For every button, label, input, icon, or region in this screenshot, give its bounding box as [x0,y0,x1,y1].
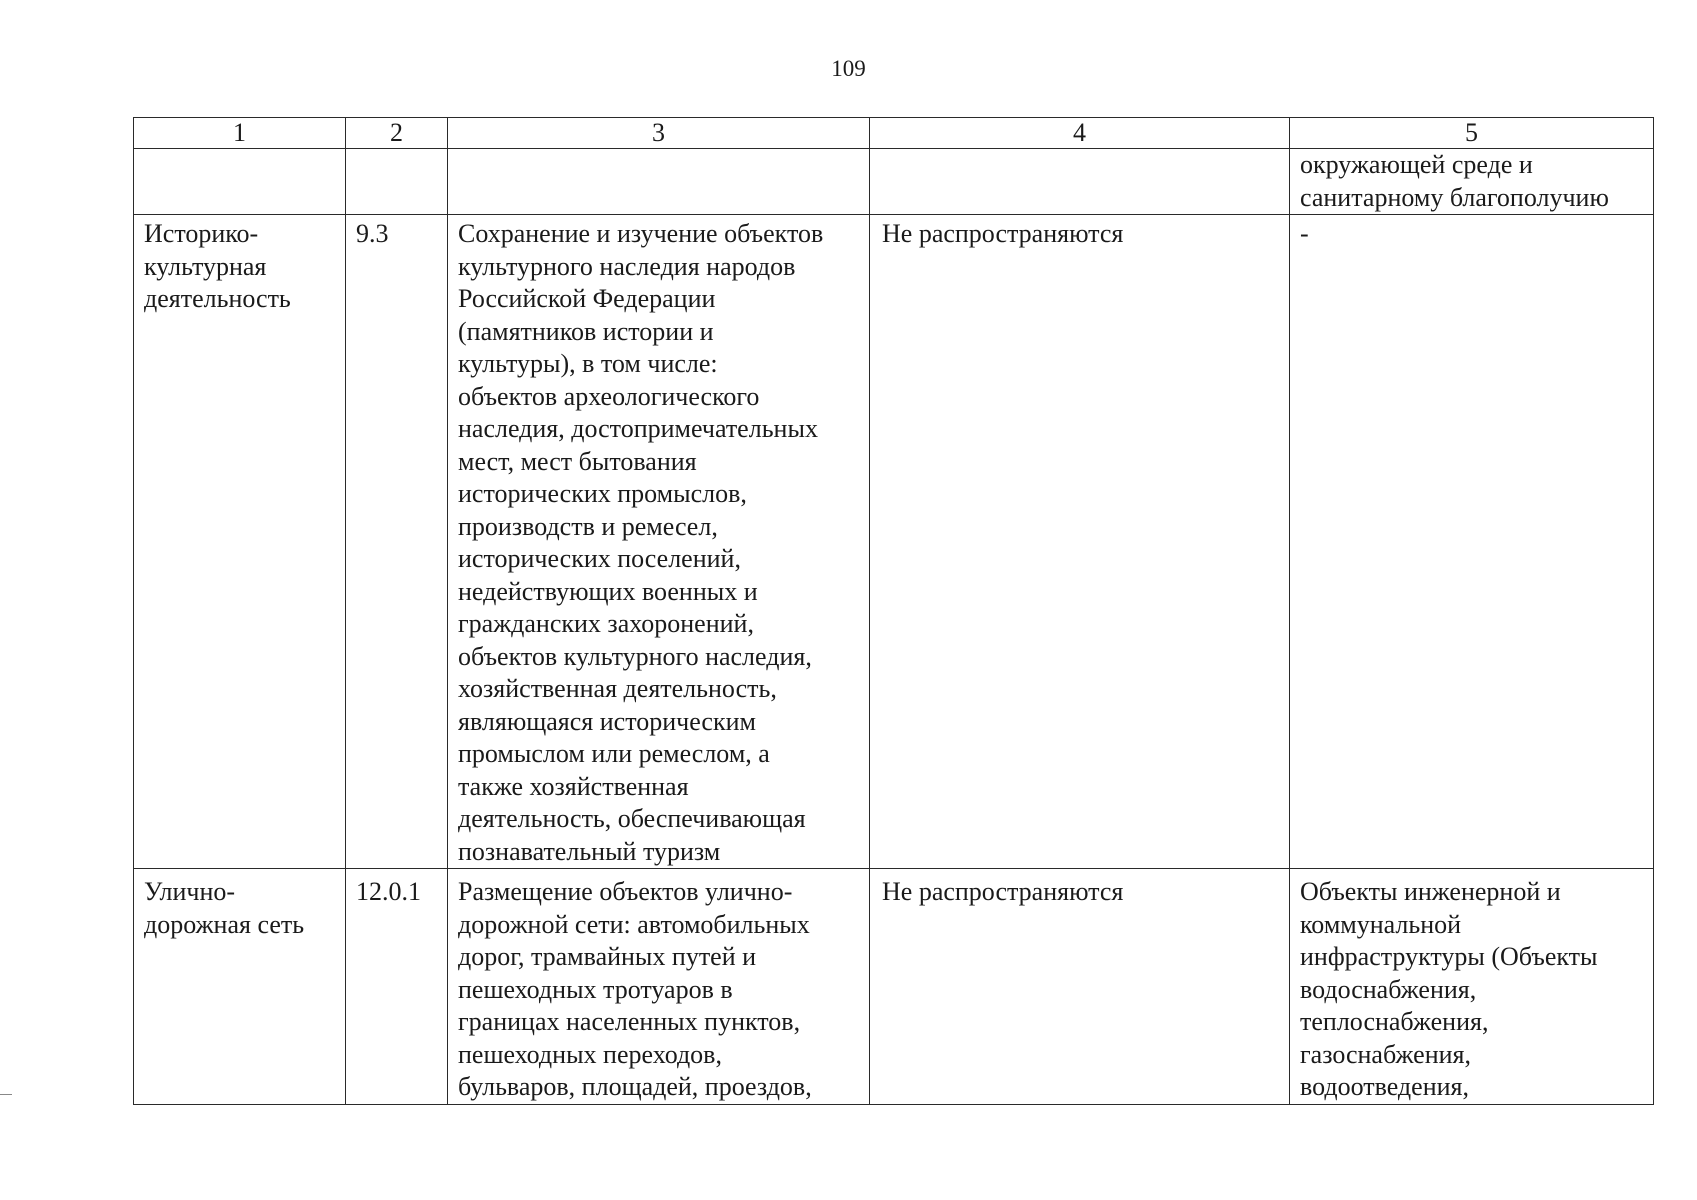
cell-name [134,149,346,215]
header-col-3: 3 [448,118,870,149]
land-use-table [133,117,1654,1105]
cell-description: Размещение объектов улично- дорожной сети: автомобильных дорог, трамвайных путей и пешеходных тротуаров в границах населенных пунктов, пешеходных переходов, бульваров, площадей, проездов, [448,869,870,1105]
page-number: 109 [831,56,866,81]
cell-description [448,149,870,215]
header-col-2: 2 [346,118,448,149]
cell-name: Историко- культурная деятельность [134,215,346,869]
cell-description: Сохранение и изучение объектов культурного наследия народов Российской Федерации (памятников истории и культуры), в том числе: объектов археологического наследия, достопримечательных мест, мест бытования исторических промыслов, производств и ремесел, исторических поселений, недействующих военных и гражданских захоронений, объектов культурного наследия, хозяйственная деятельность, являющаяся историческим промыслом или ремеслом, а также хозяйственная деятельность, обеспечивающая познавательный туризм [448,215,870,869]
cell-auxiliary: Объекты инженерной и коммунальной инфраструктуры (Объекты водоснабжения, теплоснабжения, газоснабжения, водоотведения, [1290,869,1654,1105]
cell-code [346,149,448,215]
table-header-row [134,118,1654,149]
header-col-4: 4 [870,118,1290,149]
cell-restrictions [870,149,1290,215]
cell-code: 9.3 [346,215,448,869]
cell-auxiliary: окружающей среде и санитарному благополучию [1290,149,1654,215]
cell-restrictions: Не распространяются [870,869,1290,1105]
cell-auxiliary: - [1290,215,1654,869]
cell-restrictions: Не распространяются [870,215,1290,869]
cell-name: Улично- дорожная сеть [134,869,346,1105]
table-row [134,215,1654,869]
scan-edge-mark [0,1094,12,1095]
table-row [134,149,1654,215]
cell-code: 12.0.1 [346,869,448,1105]
table-row [134,869,1654,1105]
header-col-5: 5 [1290,118,1654,149]
header-col-1: 1 [134,118,346,149]
